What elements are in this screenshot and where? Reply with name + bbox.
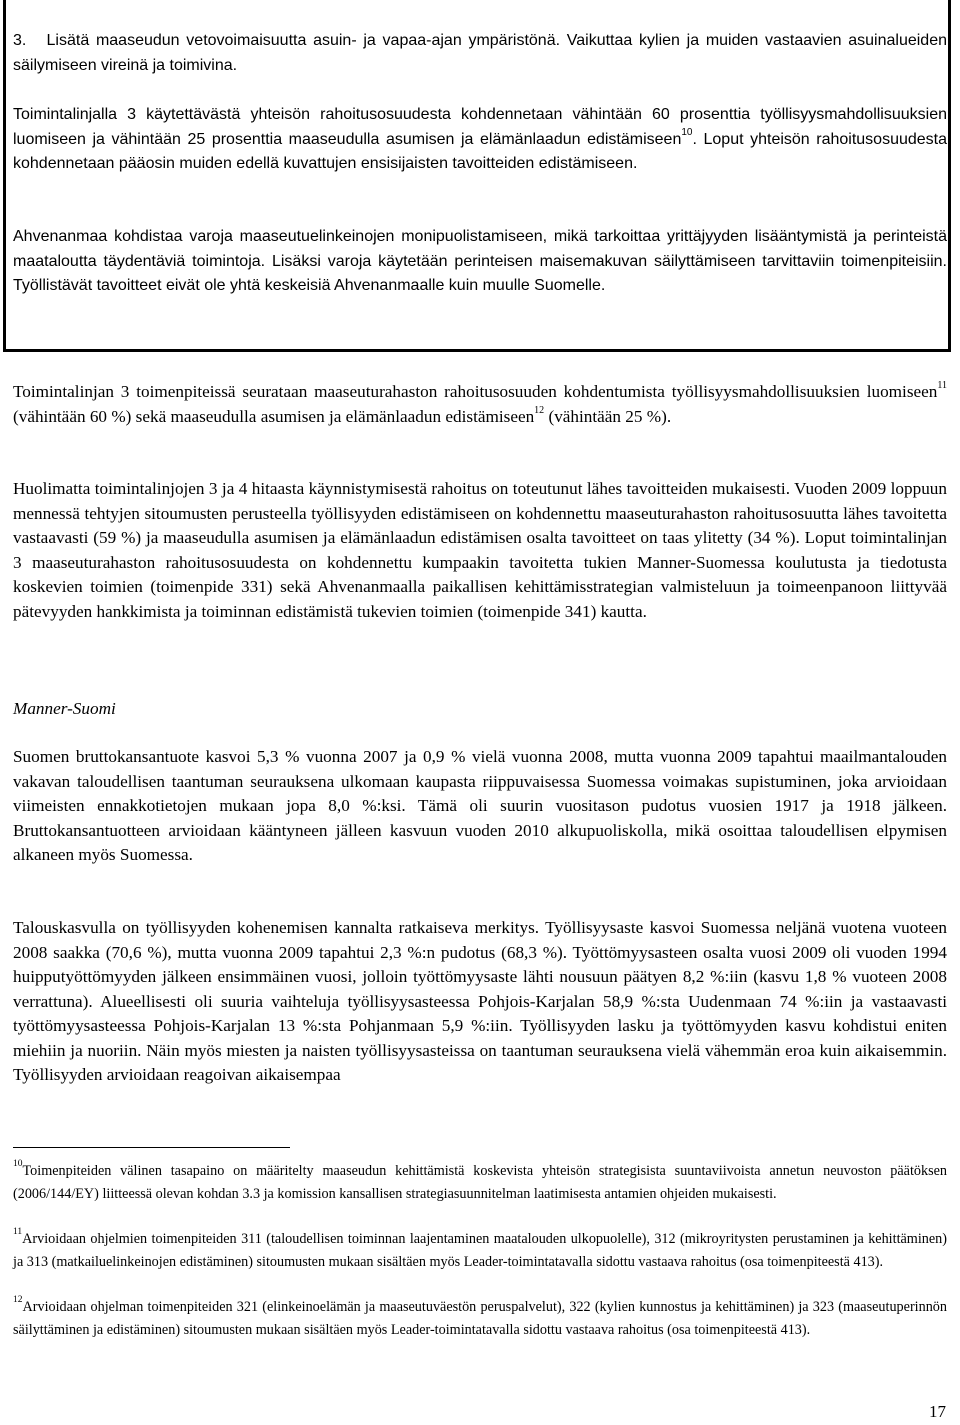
footnote-12	[13, 1296, 947, 1341]
footnote-10	[13, 1160, 947, 1205]
body-paragraph-1-text-cont: (vähintään 60 %) sekä maaseudulla asumisen ja elämänlaadun edistämiseen	[13, 406, 535, 426]
section-heading: Manner-Suomi	[13, 699, 116, 718]
body-paragraph-3: Suomen bruttokansantuote kasvoi 5,3 % vuonna 2007 ja 0,9 % vielä vuonna 2008, mutta vuonna 2009 tapahtui maailmantalouden vakavan taloudellisen taantuman seurauksena ulkomaan kaupasta riippuvaisessa Suomessa voimakas supistuminen, joka arvioidaan viimeisten ennakkotietojen mukaan jopa 8,0 %:ksi. Tämä oli suurin vuositason pudotus vuosien 1917 ja 1918 jälkeen. Bruttokansantuotteen arvioidaan kääntyneen jälleen kasvuun vuoden 2010 alkupuoliskolla, mikä osoittaa taloudellisen elpymisen alkaneen myös Suomessa.	[13, 747, 947, 864]
footnote-separator	[13, 1147, 290, 1148]
box-paragraph-1-text-cont: . Loput yhteisön rahoitusosuudesta kohdennetaan pääosin muiden edellä kuvattujen ensisijaisten tavoitteiden edistämiseen.	[13, 130, 948, 172]
box-paragraph-1	[13, 103, 947, 177]
list-item-text: Lisätä maaseudun vetovoimaisuutta asuin- ja vapaa-ajan ympäristönä. Vaikuttaa kylien ja muiden vastaavien asuinalueiden säilymiseen vireinä ja toimivina.	[13, 32, 947, 74]
footnote-ref-10[interactable]: 10	[681, 127, 693, 139]
footnote-ref-12[interactable]: 12	[534, 404, 545, 416]
footnote-text: Arvioidaan ohjelman toimenpiteiden 321 (elinkeinoelämän ja maaseutuväestön peruspalvelut), 322 (kylien kunnostus ja kehittäminen) ja 323 (maaseutuperinnön säilyttäminen ja edistäminen) sitoumusten mukaan sisältäen myös Leader-toimintatavalla sidottu vastaava rahoitus (osa toimenpiteestä 413).	[13, 1299, 947, 1338]
list-item-number: 3.	[13, 32, 27, 49]
footnote-11	[13, 1228, 947, 1273]
footnote-text: Toimenpiteiden välinen tasapaino on määritelty maaseudun kehittämistä koskevista yhteisön strategisista suuntaviivoista annetun neuvoston päätöksen (2006/144/EY) liitteessä olevan kohdan 3.3 ja komission kansallisen strategiasuunnitelman laatimisesta antamien ohjeiden mukaisesti.	[13, 1163, 947, 1202]
body-paragraph-1-text-end: (vähintään 25 %).	[544, 406, 672, 426]
footnote-text: Arvioidaan ohjelmien toimenpiteiden 311 (taloudellisen toiminnan laajentaminen maatalouden ulkopuolelle), 312 (mikroyritysten perustaminen ja kehittäminen) ja 313 (matkailuelinkeinojen edistäminen) sitoumusten mukaan sisältäen myös Leader-toimintatavalla sidottu vastaava rahoitus (osa toimenpiteestä 413).	[13, 1231, 947, 1270]
footnote-number: 10	[13, 1159, 23, 1170]
footnote-ref-11[interactable]: 11	[937, 380, 947, 392]
body-paragraph-2: Huolimatta toimintalinjojen 3 ja 4 hitaasta käynnistymisestä rahoitus on toteutunut lähes tavoitteiden mukaisesti. Vuoden 2009 loppuun mennessä tehtyjen sitoumusten perusteella työllisyyden edistämiseen on kohdennettu maaseuturahaston rahoitusosuutta lähes tavoitetta vastaavasti (59 %) ja maaseudulla asumisen ja elämänlaadun edistämisen osalta tavoitteet on taas ylitetty (34 %). Loput toimintalinjan 3 maaseuturahaston rahoitusosuudesta on kohdennettu kumpaakin tavoitetta tukien Manner-Suomessa koulutusta ja tiedotusta koskevien toimien (toimenpide 331) sekä Ahvenanmaalla paikallisen kehittämisstrategian valmisteluun ja toimeenpanoon liittyvää pätevyyden hankkimista ja toiminnan edistämistä tukevien toimien (toimenpide 341) kautta.	[13, 479, 947, 621]
box-paragraph-2: Ahvenanmaa kohdistaa varoja maaseutuelinkeinojen monipuolistamiseen, mikä tarkoittaa yrittäjyyden lisääntymistä ja perinteistä maataloutta täydentäviä toimintoja. Lisäksi varoja käytetään perinteisen maisemakuvan säilyttämiseen tarvittaviin toimenpiteisiin. Työllistävät tavoitteet eivät ole yhtä keskeisiä Ahvenanmaalle kuin muulle Suomelle.	[13, 228, 947, 294]
body-paragraph-1-text: Toimintalinjan 3 toimenpiteissä seurataan maaseuturahaston rahoitusosuuden kohdentumista työllisyysmahdollisuuksien luomiseen	[13, 382, 938, 401]
page-number: 17	[929, 1402, 946, 1421]
footnote-number: 11	[13, 1227, 23, 1238]
list-item-3	[13, 29, 947, 78]
body-paragraph-4: Talouskasvulla on työllisyyden kohenemisen kannalta ratkaiseva merkitys. Työllisyysaste kasvoi Suomessa neljänä vuotena vuoteen 2008 saakka (70,6 %), mutta vuonna 2009 tapahtui 2,3 %:n pudotus (68,3 %). Työttömyysasteen osalta vuosi 2009 oli vuoden 1994 huipputyöttömyyden jälkeen ensimmäinen vuosi, jolloin työttömyysaste lähti nousuun päätyen 8,2 %:iin (kasvu 1,8 % vuoteen 2008 verrattuna). Alueellisesti oli suuria vaihteluja työllisyysasteessa Pohjois-Karjalan 58,9 %:sta Uudenmaan 74 %:iin ja vastaavasti työttömyysasteessa Pohjois-Karjalan 13 %:sta Pohjanmaan 5,9 %:iin. Työllisyyden lasku ja työttömyyden kasvu kohdistui eniten miehiin ja nuoriin. Näin myös miesten ja naisten työllisyysasteissa on taantuman seurauksena vielä vähemmän eroa kuin aikaisemmin. Työllisyyden arvioidaan reagoivan aikaisempaa	[13, 918, 947, 1084]
footnote-number: 12	[13, 1295, 23, 1306]
body-paragraph-1	[13, 380, 947, 429]
box-paragraph-1-text: Toimintalinjalla 3 käytettävästä yhteisön rahoitusosuudesta kohdennetaan vähintään 60 prosenttia työllisyysmahdollisuuksien luomiseen ja vähintään 25 prosenttia maaseudulla asumisen ja elämänlaadun edistämiseen	[13, 106, 947, 148]
